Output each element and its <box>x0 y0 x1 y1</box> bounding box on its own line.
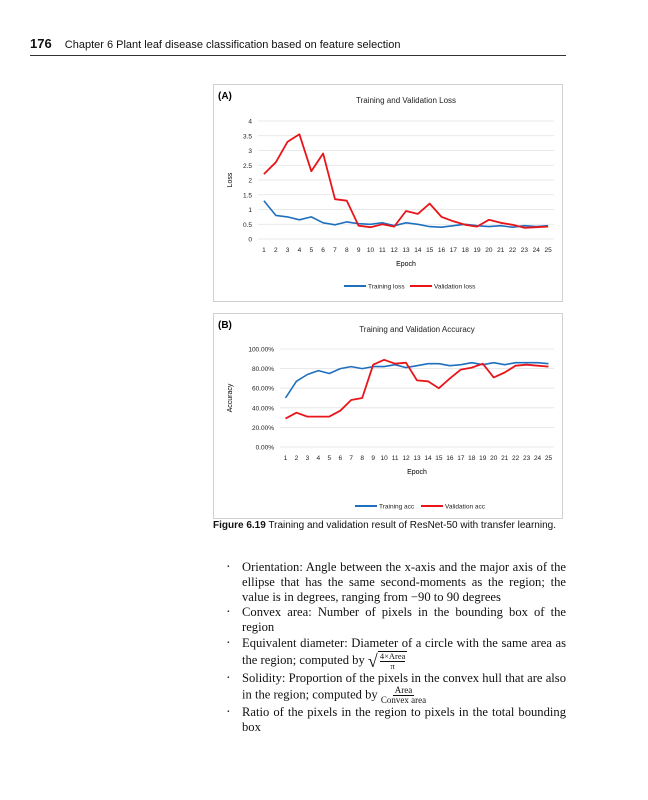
formula-denominator: π <box>390 661 395 671</box>
x-tick-label: 20 <box>490 455 498 462</box>
page-number: 176 <box>30 36 52 51</box>
y-tick-label: 0 <box>248 236 252 244</box>
series-line-validation-loss <box>264 134 548 228</box>
x-tick-label: 22 <box>512 455 520 462</box>
list-item <box>226 605 566 635</box>
legend-label: Training loss <box>368 283 405 291</box>
chart-title: Training and Validation Loss <box>355 96 457 105</box>
y-tick-label: 3.5 <box>242 133 252 141</box>
x-tick-label: 21 <box>497 247 505 254</box>
x-tick-label: 1 <box>262 247 266 254</box>
x-tick-label: 13 <box>402 247 410 254</box>
accuracy-chart <box>214 314 562 518</box>
y-tick-label: 0.5 <box>242 221 252 229</box>
x-tick-label: 15 <box>435 455 443 462</box>
x-tick-label: 24 <box>533 455 542 462</box>
y-tick-label: 4 <box>248 118 252 126</box>
x-tick-label: 19 <box>473 247 481 254</box>
x-tick-label: 13 <box>413 455 421 462</box>
accuracy-chart-panel <box>213 313 563 519</box>
y-axis-label: Accuracy <box>227 383 234 413</box>
sqrt-formula <box>368 651 407 671</box>
figure-caption-text: Training and validation result of ResNet-50 with transfer learning. <box>268 520 556 531</box>
running-header <box>30 36 566 56</box>
panel-label: (B) <box>218 320 232 331</box>
y-tick-label: 2 <box>248 177 252 185</box>
loss-chart-panel <box>213 84 563 302</box>
x-tick-label: 21 <box>501 455 509 462</box>
x-tick-label: 11 <box>378 247 386 254</box>
x-axis-label: Epoch <box>407 469 427 476</box>
formula-denominator: Convex area <box>380 695 427 705</box>
x-tick-label: 6 <box>338 455 343 462</box>
x-tick-label: 9 <box>371 455 375 462</box>
x-tick-label: 17 <box>449 247 457 254</box>
x-tick-label: 15 <box>426 247 434 254</box>
y-tick-label: 3 <box>248 148 252 155</box>
x-tick-label: 4 <box>316 455 321 462</box>
x-tick-label: 14 <box>424 455 432 462</box>
x-tick-label: 25 <box>544 455 553 462</box>
y-tick-label: 80.00% <box>251 366 274 374</box>
list-item-text: Orientation: Angle between the x-axis and the major axis of the ellipse that has the same second-moments as the region; the value is in degrees, ranging from −90 to 90 degrees <box>242 560 566 604</box>
y-tick-label: 1 <box>248 207 252 214</box>
x-axis-label: Epoch <box>396 261 416 268</box>
figure-label: Figure 6.19 <box>213 520 266 531</box>
sqrt-sign: √ <box>367 651 378 671</box>
running-title: Chapter 6 Plant leaf disease classification based on feature selection <box>64 39 401 51</box>
list-item-text: Solidity: Proportion of the pixels in the convex hull that are also in the region; computed by <box>242 671 566 702</box>
legend-label: Training acc <box>379 503 415 511</box>
x-tick-label: 25 <box>544 247 552 254</box>
x-tick-label: 9 <box>356 247 361 254</box>
legend-label: Validation acc <box>445 503 485 511</box>
y-tick-label: 100.00% <box>248 346 274 354</box>
y-tick-label: 20.00% <box>251 424 274 432</box>
y-tick-label: 0.00% <box>255 444 274 452</box>
x-tick-label: 20 <box>485 247 493 254</box>
list-item-text: Equivalent diameter: Diameter of a circle with the same area as the region; computed by <box>242 636 566 667</box>
figure-caption <box>213 520 556 531</box>
x-tick-label: 16 <box>437 247 446 254</box>
x-tick-label: 19 <box>479 455 487 462</box>
x-tick-label: 8 <box>360 455 365 462</box>
formula-numerator: 4×Area <box>379 651 406 661</box>
x-tick-label: 7 <box>333 247 337 254</box>
x-tick-label: 17 <box>457 455 465 462</box>
loss-chart <box>214 85 562 301</box>
x-tick-label: 5 <box>309 247 314 254</box>
x-tick-label: 23 <box>522 455 531 462</box>
x-tick-label: 3 <box>285 247 290 254</box>
x-tick-label: 4 <box>297 247 302 254</box>
x-tick-label: 8 <box>344 247 349 254</box>
fraction-formula <box>381 686 426 705</box>
list-item <box>226 560 566 605</box>
x-tick-label: 18 <box>468 455 476 462</box>
y-axis-label: Loss <box>227 172 234 188</box>
x-tick-label: 6 <box>321 247 325 254</box>
list-item <box>226 636 566 671</box>
list-item-text: Ratio of the pixels in the region to pixels in the total bounding box <box>242 705 566 734</box>
y-tick-label: 40.00% <box>251 405 274 413</box>
y-tick-label: 60.00% <box>251 385 274 393</box>
x-tick-label: 2 <box>294 455 299 462</box>
x-tick-label: 3 <box>305 455 310 462</box>
formula-numerator: Area <box>394 685 413 695</box>
panel-label: (A) <box>218 91 232 102</box>
x-tick-label: 7 <box>349 455 354 462</box>
legend-label: Validation loss <box>434 283 476 291</box>
x-tick-label: 1 <box>283 455 288 462</box>
x-tick-label: 16 <box>446 455 454 462</box>
x-tick-label: 2 <box>273 247 278 254</box>
x-tick-label: 10 <box>380 455 388 462</box>
x-tick-label: 11 <box>391 455 399 462</box>
x-tick-label: 22 <box>508 247 517 254</box>
y-tick-label: 2.5 <box>242 162 252 170</box>
list-item <box>226 671 566 705</box>
x-tick-label: 24 <box>532 247 540 254</box>
list-item <box>226 705 566 735</box>
x-tick-label: 12 <box>402 455 410 462</box>
y-tick-label: 1.5 <box>242 192 252 200</box>
list-item-text: Convex area: Number of pixels in the bounding box of the region <box>242 605 566 634</box>
x-tick-label: 23 <box>520 247 529 254</box>
x-tick-label: 10 <box>366 247 375 254</box>
chart-title: Training and Validation Accuracy <box>359 325 475 334</box>
x-tick-label: 18 <box>461 247 469 254</box>
x-tick-label: 12 <box>390 247 398 254</box>
x-tick-label: 14 <box>414 247 422 254</box>
feature-list <box>226 560 566 735</box>
x-tick-label: 5 <box>327 455 332 462</box>
